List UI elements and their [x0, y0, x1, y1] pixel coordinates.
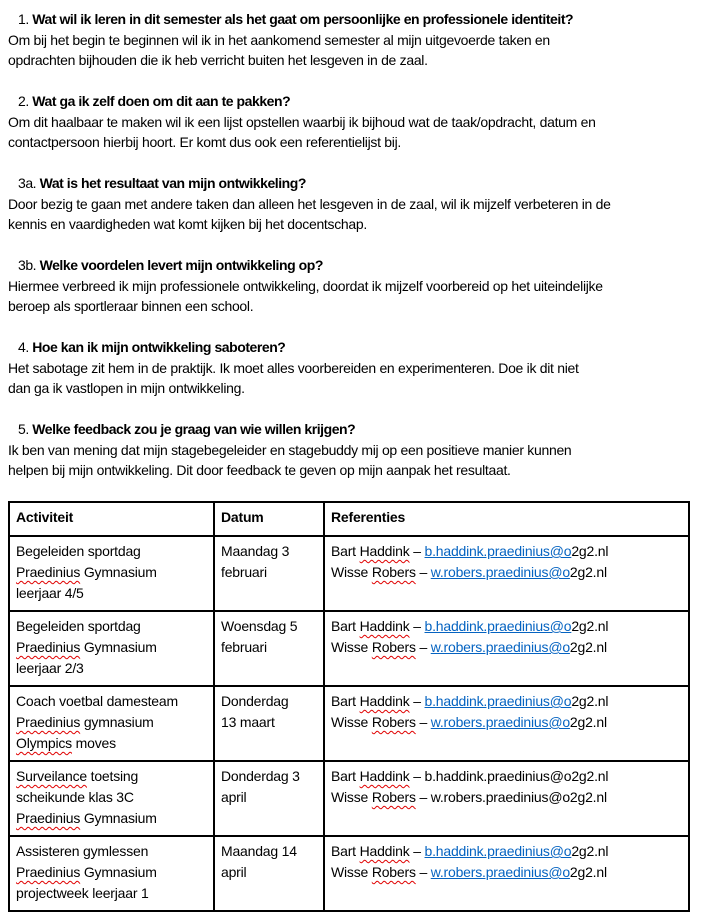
activity-cell	[9, 836, 214, 911]
text-run: 2g2.nl	[571, 843, 609, 859]
qa-section-5	[8, 419, 710, 481]
date-cell	[214, 761, 324, 836]
text-run: Bart	[331, 618, 360, 634]
text-run: Bart	[331, 693, 360, 709]
email-link[interactable]: w.robers.praedinius@o	[430, 714, 570, 730]
text-line	[16, 562, 207, 583]
text-run: Maandag 14	[221, 843, 297, 859]
date-cell	[214, 536, 324, 611]
question-heading	[8, 255, 710, 276]
email-link[interactable]: w.robers.praedinius@o	[430, 564, 570, 580]
email-link[interactable]: w.robers.praedinius@o	[430, 864, 570, 880]
text-run: scheikunde klas 3C	[16, 789, 134, 805]
text-run: kennis en vaardigheden wat komt kijken bij het docentschap.	[8, 216, 367, 232]
text-run: 2g2.nl	[569, 639, 607, 655]
question-heading	[8, 173, 710, 194]
text-run: Wisse	[331, 714, 372, 730]
text-run: –	[409, 543, 425, 559]
misspelled-word: Robers	[371, 864, 416, 880]
text-line	[331, 562, 682, 583]
question-heading	[8, 9, 710, 30]
text-run: Ik ben van mening dat mijn stagebegeleider en stagebuddy mij op een positieve manier kunnen	[8, 441, 572, 458]
table-row	[9, 836, 689, 911]
activity-cell	[9, 536, 214, 611]
references-cell	[324, 611, 689, 686]
text-line	[331, 841, 682, 862]
text-line	[16, 841, 207, 862]
text-line	[8, 460, 710, 481]
answer-text	[8, 30, 710, 71]
question-number: 5.	[18, 421, 29, 437]
text-run: 13 maart	[221, 714, 275, 730]
text-line	[8, 296, 710, 317]
text-line	[16, 583, 207, 604]
misspelled-word: Praedinius	[16, 564, 81, 580]
answer-text	[8, 358, 710, 399]
references-cell	[324, 686, 689, 761]
email-link[interactable]: w.robers.praedinius@o	[430, 639, 570, 655]
text-line	[16, 541, 207, 562]
text-run: moves	[71, 735, 116, 751]
text-line	[8, 440, 710, 461]
question-number: 3b.	[18, 257, 37, 273]
table-row	[9, 611, 689, 686]
text-run: –	[415, 864, 431, 880]
question-number: 2.	[18, 93, 29, 109]
qa-section-1	[8, 9, 710, 71]
misspelled-word: Haddink	[359, 693, 410, 709]
text-run: leerjaar 2/3	[16, 660, 84, 676]
text-line	[331, 712, 682, 733]
activity-cell	[9, 761, 214, 836]
references-cell	[324, 536, 689, 611]
text-run: Bart	[331, 843, 360, 859]
text-run: opdrachten bijhouden die ik heb verricht buiten het lesgeven in de zaal.	[8, 52, 428, 68]
text-line	[221, 862, 317, 883]
text-run: –	[409, 843, 425, 859]
text-run: Gymnasium	[80, 639, 157, 655]
text-line	[221, 616, 317, 637]
text-run: contactpersoon hierbij hoort. Er komt dus ook een referentielijst bij.	[8, 134, 401, 150]
text-line	[331, 691, 682, 712]
text-run: Het sabotage zit hem in de praktijk. Ik moet alles voorbereiden en experimenteren. Doe ik dit niet	[8, 359, 579, 376]
text-run: Wisse	[331, 564, 372, 580]
text-run: februari	[221, 564, 267, 580]
question-heading	[8, 419, 710, 440]
text-line	[16, 787, 207, 808]
text-line	[221, 562, 317, 583]
text-line	[16, 766, 207, 787]
text-run: 2g2.nl	[571, 543, 609, 559]
text-line	[16, 883, 207, 904]
text-line	[16, 712, 207, 733]
qa-section-3a	[8, 173, 710, 235]
text-run: Wisse	[331, 639, 372, 655]
text-line	[331, 766, 682, 787]
date-cell	[214, 611, 324, 686]
question-text: Welke feedback zou je graag van wie willen krijgen?	[32, 421, 356, 437]
text-run: dan ga ik vastlopen in mijn ontwikkeling.	[8, 380, 245, 396]
text-run: Om bij het begin te beginnen wil ik in het aankomend semester al mijn uitgevoerde taken en	[8, 31, 550, 48]
question-number: 4.	[18, 339, 29, 355]
email-link[interactable]: b.haddink.praedinius@o	[424, 618, 572, 634]
text-run: Maandag 3	[221, 543, 290, 559]
text-run: beroep als sportleraar binnen een school.	[8, 298, 254, 314]
text-run: leerjaar 4/5	[16, 585, 84, 601]
question-text: Wat wil ik leren in dit semester als het gaat om persoonlijke en professionele identiteit?	[32, 11, 574, 27]
text-run: 2g2.nl	[569, 564, 607, 580]
column-header-activiteit: Activiteit	[9, 502, 214, 536]
question-number: 1.	[18, 11, 29, 27]
activities-table	[8, 501, 690, 912]
text-run: 2g2.nl	[571, 618, 609, 634]
text-run: Gymnasium	[80, 564, 157, 580]
text-run: Bart	[331, 543, 360, 559]
text-line	[16, 691, 207, 712]
misspelled-word: Praedinius	[16, 639, 81, 655]
text-run: februari	[221, 639, 267, 655]
text-run: Gymnasium	[80, 864, 157, 880]
email-link[interactable]: b.haddink.praedinius@o	[424, 693, 572, 709]
answer-text	[8, 440, 710, 481]
misspelled-word: Robers	[371, 714, 416, 730]
text-line	[221, 787, 317, 808]
text-run: Donderdag	[221, 693, 289, 709]
question-heading	[8, 337, 710, 358]
answer-text	[8, 112, 710, 153]
text-run: –	[415, 714, 431, 730]
question-text: Hoe kan ik mijn ontwikkeling saboteren?	[32, 339, 286, 355]
table-row	[9, 536, 689, 611]
text-line	[8, 194, 710, 215]
text-run: Bart	[331, 768, 360, 784]
misspelled-word: Robers	[371, 789, 416, 805]
text-line	[8, 50, 710, 71]
text-run: gymnasium	[80, 714, 154, 730]
answer-text	[8, 194, 710, 235]
text-run: helpen bij mijn ontwikkeling. Dit door feedback te geven op mijn aanpak het resultaat.	[8, 462, 511, 478]
column-header-referenties: Referenties	[324, 502, 689, 536]
question-number: 3a.	[18, 175, 37, 191]
text-run: april	[221, 864, 247, 880]
text-run: Begeleiden sportdag	[16, 543, 141, 559]
text-run: Donderdag 3	[221, 768, 300, 784]
text-line	[16, 862, 207, 883]
text-run: Woensdag 5	[221, 618, 298, 634]
text-run: Om dit haalbaar te maken wil ik een lijst opstellen waarbij ik bijhoud wat de taak/opdracht, datum en	[8, 113, 596, 130]
activity-cell	[9, 611, 214, 686]
text-line	[16, 637, 207, 658]
misspelled-word: Haddink	[359, 843, 410, 859]
question-text: Wat ga ik zelf doen om dit aan te pakken?	[32, 93, 291, 109]
text-line	[16, 733, 207, 754]
text-line	[221, 637, 317, 658]
question-text: Welke voordelen levert mijn ontwikkeling op?	[39, 257, 323, 273]
text-line	[16, 616, 207, 637]
text-run: 2g2.nl	[569, 714, 607, 730]
text-line	[8, 30, 710, 51]
text-run: Assisteren gymlessen	[16, 843, 149, 859]
table-header-row	[9, 502, 689, 536]
text-line	[221, 691, 317, 712]
text-line	[16, 658, 207, 679]
text-line	[8, 276, 710, 297]
text-line	[221, 841, 317, 862]
column-header-datum: Datum	[214, 502, 324, 536]
question-text: Wat is het resultaat van mijn ontwikkeling?	[39, 175, 306, 191]
answer-text	[8, 276, 710, 317]
text-run: –	[409, 618, 425, 634]
question-heading	[8, 91, 710, 112]
misspelled-word: Haddink	[359, 768, 410, 784]
text-run: 2g2.nl	[571, 693, 609, 709]
misspelled-word: Praedinius	[16, 864, 81, 880]
email-link[interactable]: b.haddink.praedinius@o	[424, 543, 572, 559]
text-line	[221, 541, 317, 562]
misspelled-word: Surveilance	[16, 768, 87, 784]
text-run: Hiermee verbreed ik mijn professionele ontwikkeling, doordat ik mijzelf voorbereid op het uiteindelijke	[8, 277, 603, 294]
text-run: Wisse	[331, 864, 372, 880]
text-line	[331, 541, 682, 562]
date-cell	[214, 686, 324, 761]
text-run: –	[409, 693, 425, 709]
table-row	[9, 761, 689, 836]
qa-section-2	[8, 91, 710, 153]
text-line	[331, 637, 682, 658]
text-run: Begeleiden sportdag	[16, 618, 141, 634]
email-link[interactable]: b.haddink.praedinius@o	[424, 843, 572, 859]
text-line	[331, 616, 682, 637]
text-line	[8, 358, 710, 379]
table-row	[9, 686, 689, 761]
text-line	[8, 112, 710, 133]
text-run: Door bezig te gaan met andere taken dan alleen het lesgeven in de zaal, wil ik mijzelf verbeteren in de	[8, 195, 611, 212]
text-run: april	[221, 789, 247, 805]
misspelled-word: Haddink	[359, 543, 410, 559]
text-line	[331, 862, 682, 883]
date-cell	[214, 836, 324, 911]
text-run: Wisse	[331, 789, 372, 805]
misspelled-word: Haddink	[359, 618, 410, 634]
text-run: – b.haddink.praedinius@o2g2.nl	[409, 768, 609, 784]
text-line	[8, 132, 710, 153]
misspelled-word: Praedinius	[16, 714, 81, 730]
text-run: –	[415, 639, 431, 655]
text-line	[221, 712, 317, 733]
qa-section-4	[8, 337, 710, 399]
misspelled-word: Praedinius	[16, 810, 81, 826]
text-run: Coach voetbal damesteam	[16, 693, 178, 709]
text-run: –	[415, 564, 431, 580]
references-cell	[324, 836, 689, 911]
activity-cell	[9, 686, 214, 761]
text-line	[221, 766, 317, 787]
text-run: toetsing	[86, 768, 139, 784]
misspelled-word: Robers	[371, 639, 416, 655]
misspelled-word: Robers	[371, 564, 416, 580]
text-line	[331, 787, 682, 808]
text-run: projectweek leerjaar 1	[16, 885, 149, 901]
references-cell	[324, 761, 689, 836]
text-run: Gymnasium	[80, 810, 157, 826]
text-run: 2g2.nl	[569, 864, 607, 880]
text-line	[8, 378, 710, 399]
text-line	[8, 214, 710, 235]
text-line	[16, 808, 207, 829]
qa-section-3b	[8, 255, 710, 317]
text-run: – w.robers.praedinius@o2g2.nl	[415, 789, 607, 805]
misspelled-word: Olympics	[16, 735, 72, 751]
